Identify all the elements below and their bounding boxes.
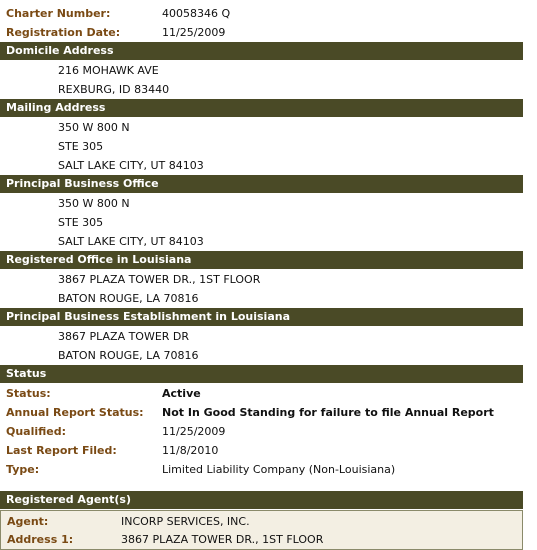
address-line-text: BATON ROUGE, LA 70816 — [58, 292, 199, 305]
principal-establishment-header: Principal Business Establishment in Louisiana — [0, 308, 523, 326]
status-label: Status: — [6, 387, 51, 400]
mailing-address-header: Mailing Address — [0, 99, 523, 117]
annual-report-status-label: Annual Report Status: — [6, 406, 144, 419]
annual-report-status-value: Not In Good Standing for failure to file Annual Report — [162, 406, 494, 419]
address-line-text: 350 W 800 N — [58, 197, 130, 210]
agent-address-value: 3867 PLAZA TOWER DR., 1ST FLOOR — [121, 533, 324, 546]
type-label: Type: — [6, 463, 40, 476]
status-value: Active — [162, 387, 201, 400]
address-line-text: REXBURG, ID 83440 — [58, 83, 170, 96]
status-header: Status — [0, 365, 523, 383]
address-line-text: STE 305 — [58, 216, 104, 229]
principal-business-office-header: Principal Business Office — [0, 175, 523, 193]
qualified-label: Qualified: — [6, 425, 67, 438]
address-line-text: SALT LAKE CITY, UT 84103 — [58, 235, 204, 248]
charter-number-label: Charter Number: — [6, 7, 111, 20]
agent-address-label: Address 1: — [7, 533, 74, 546]
registration-date-value: 11/25/2009 — [162, 26, 226, 39]
address-line-text: 3867 PLAZA TOWER DR., 1ST FLOOR — [58, 273, 261, 286]
last-report-filed-value: 11/8/2010 — [162, 444, 219, 457]
charter-number-value: 40058346 Q — [162, 7, 231, 20]
domicile-address-header: Domicile Address — [0, 42, 523, 60]
agent-label: Agent: — [7, 515, 49, 528]
last-report-filed-label: Last Report Filed: — [6, 444, 117, 457]
agent-value: INCORP SERVICES, INC. — [121, 515, 250, 528]
type-value: Limited Liability Company (Non-Louisiana) — [162, 463, 396, 476]
address-line-text: 3867 PLAZA TOWER DR — [58, 330, 190, 343]
address-line-text: BATON ROUGE, LA 70816 — [58, 349, 199, 362]
address-line-text: 216 MOHAWK AVE — [58, 64, 159, 77]
registered-office-header: Registered Office in Louisiana — [0, 251, 523, 269]
address-line-text: STE 305 — [58, 140, 104, 153]
address-line-text: SALT LAKE CITY, UT 84103 — [58, 159, 204, 172]
registered-agent-box — [0, 510, 523, 550]
registration-date-label: Registration Date: — [6, 26, 121, 39]
registered-agents-header: Registered Agent(s) — [0, 491, 523, 509]
qualified-value: 11/25/2009 — [162, 425, 226, 438]
address-line-text: 350 W 800 N — [58, 121, 130, 134]
